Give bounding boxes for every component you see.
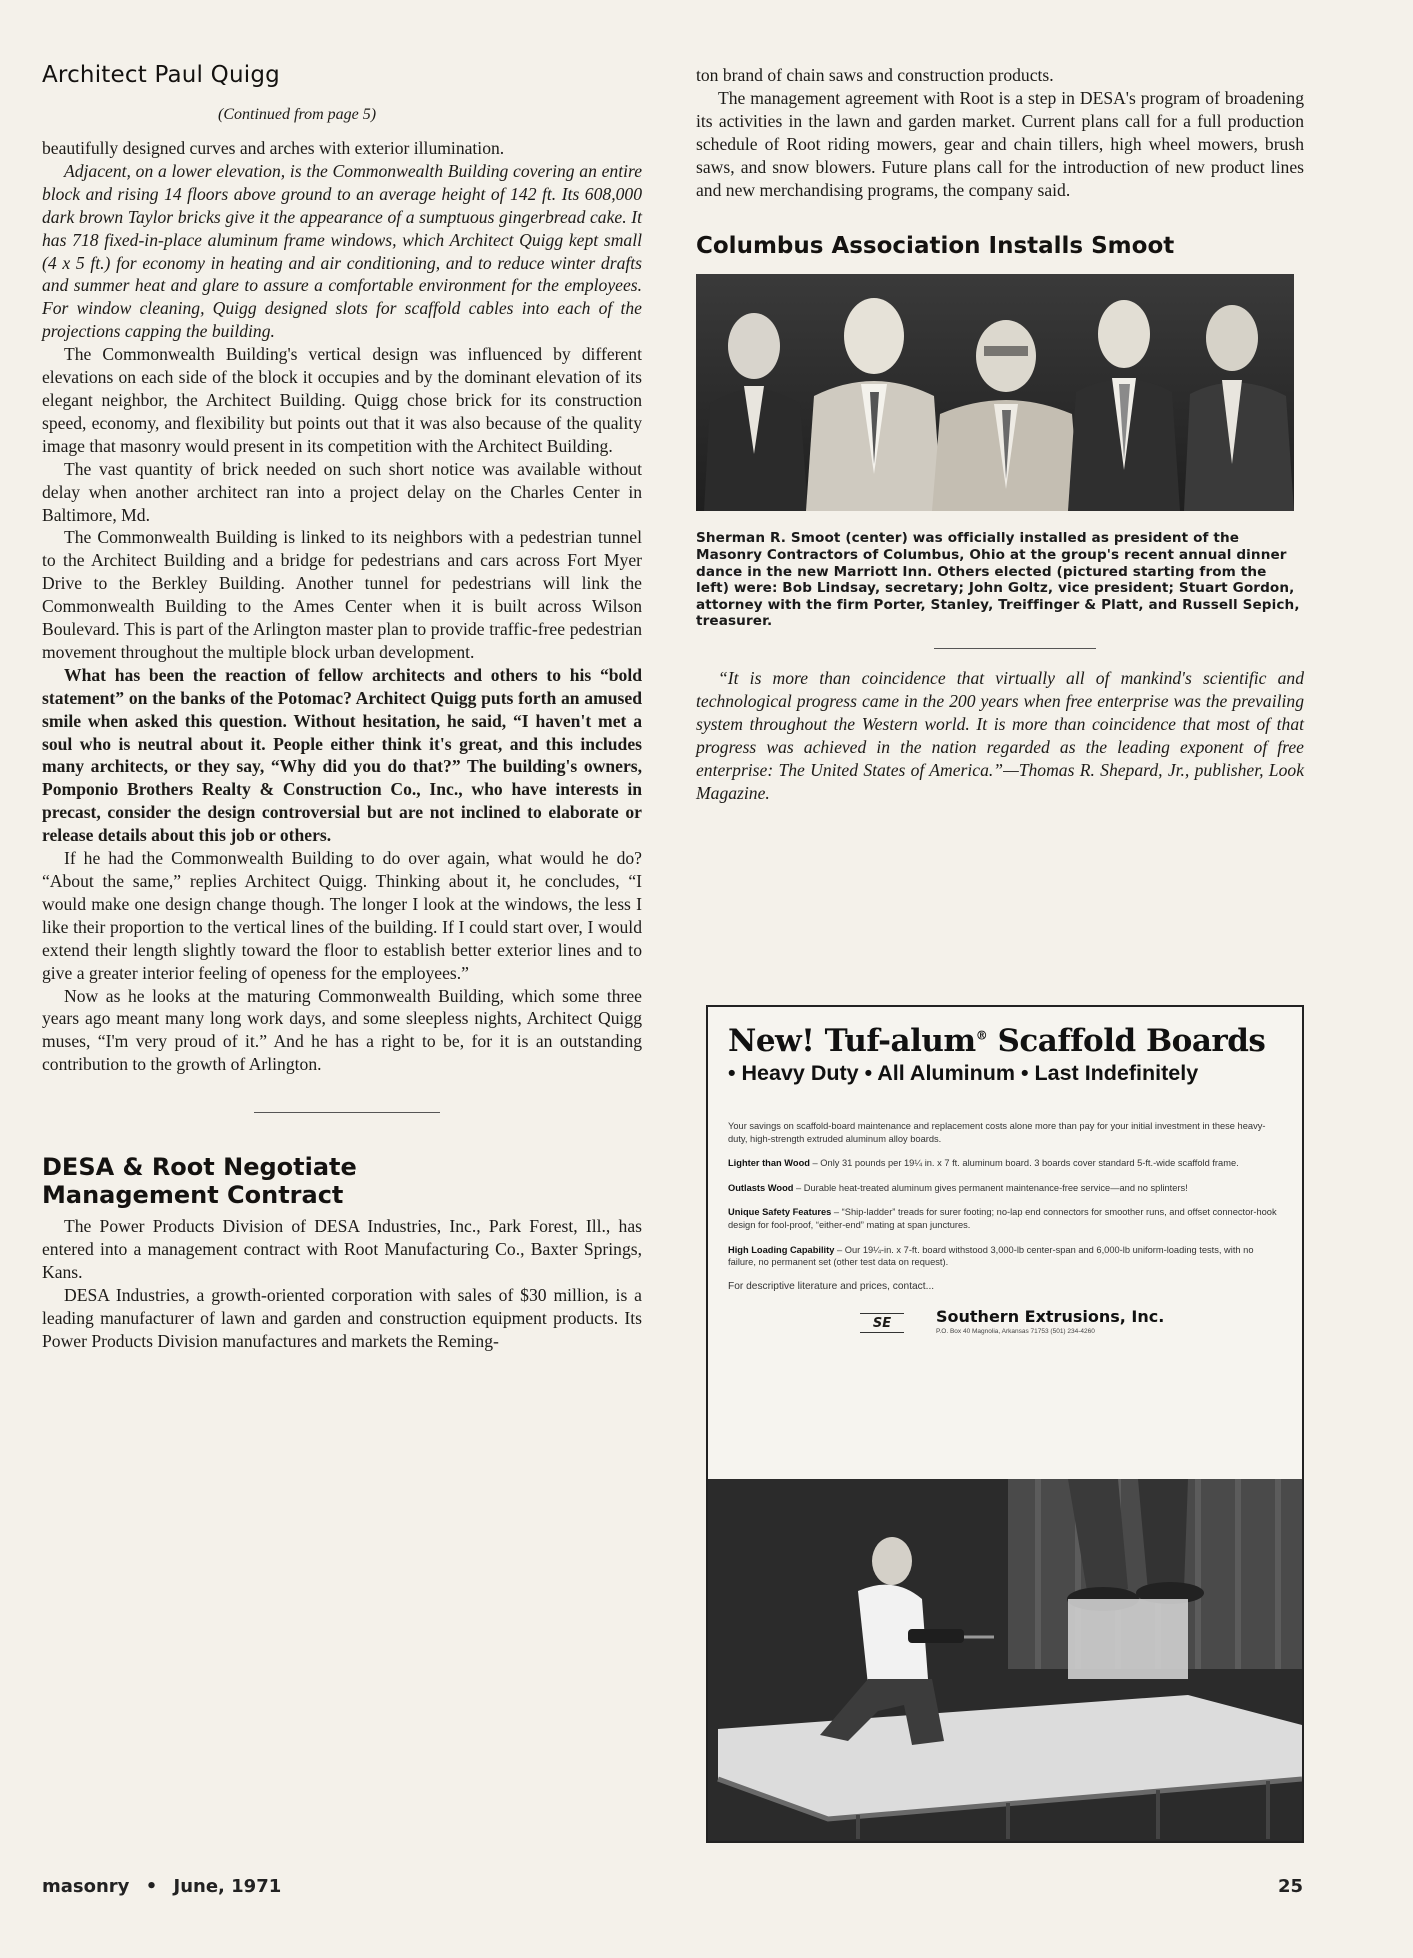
paragraph: The Commonwealth Building's vertical design was influenced by different elevations on each side of the block it occupies and by the dominant elevation of its elegant neighbor, the Architect Building. Quigg chose brick for its construction speed, economy, and flexibility but points out that it was also because of the quality image that masonry would present in its competition with the Architect Building. — [42, 344, 642, 456]
page-number: 25 — [1278, 1876, 1304, 1897]
ad-feature-text: – “Ship-ladder” treads for surer footing; no-lap end connectors for smoother runs, and offset connector-hook design for fool-proof, “either-end” mating at span junctures. — [728, 1207, 1277, 1230]
ad-headline-end: Scaffold Boards — [997, 1023, 1266, 1059]
divider — [254, 1112, 440, 1113]
desa-title-line-1: DESA & Root Negotiate — [42, 1153, 357, 1182]
quote: “It is more than coincidence that virtually all of mankind's scientific and technological progress came in the 200 years when free enterprise was the prevailing system throughout the Western world. It is more than coincidence that most of that progress was achieved in the nation regarded as the leading exponent of free enterprise: The United States of America.”—Thomas R. Shepard, Jr., publisher, Look Magazine. — [696, 668, 1304, 803]
left-column — [42, 0, 642, 1353]
ad-feature — [728, 1182, 1282, 1195]
divider — [934, 648, 1096, 649]
ad-feature-text: – Only 31 pounds per 19¼ in. x 7 ft. aluminum board. 3 boards cover standard 5-ft.-wide scaffold frame. — [809, 1158, 1239, 1169]
company-address: P.O. Box 40 Magnolia, Arkansas 71753 (501) 234-4260 — [936, 1328, 1095, 1336]
paragraph: Adjacent, on a lower elevation, is the Commonwealth Building covering an entire block and rising 14 floors above ground to an average height of 142 ft. Its 608,000 dark brown Taylor bricks give it the appearance of a sumptuous gingerbread cake. It has 718 fixed-in-place aluminum frame windows, which Architect Quigg kept small (4 x 5 ft.) for economy in heating and air conditioning, and to reduce winter drafts and summer heat and glare to assure a comfortable environment for the employees. For window cleaning, Quigg designed slots for scaffold cables into each of the projections capping the building. — [42, 160, 642, 342]
photo-caption: Sherman R. Smoot (center) was officially installed as president of the Masonry Contractors of Columbus, Ohio at the group's recent annual dinner dance in the new Marriott Inn. Others elected (pictured starting from the left) were: Bob Lindsay, secretary; John Goltz, vice president; Stuart Gordon, attorney with the firm Porter, Stanley, Treiffinger & Platt, and Russell Sepich, treasurer. — [696, 530, 1300, 630]
right-column — [696, 0, 1304, 804]
ad-feature-label: High Loading Capability — [728, 1244, 835, 1255]
ad-photo-image — [708, 1479, 1302, 1841]
paragraph: The vast quantity of brick needed on such short notice was available without delay when another architect ran into a project delay on the Charles Center in Baltimore, Md. — [42, 458, 642, 525]
company-logo: SE — [860, 1313, 904, 1333]
paragraph: The Commonwealth Building is linked to its neighbors with a pedestrian tunnel to the Architect Building and a bridge for pedestrians and cars across Fort Myer Drive to the Berkley Building. Another tunnel for pedestrians will link the Commonwealth Building to the Ames Center when it is built across Wilson Boulevard. This is part of the Arlington master plan to provide traffic-free pedestrian movement throughout the multiple block urban development. — [42, 527, 642, 662]
article-title: Architect Paul Quigg — [42, 62, 280, 88]
advertisement — [706, 1005, 1304, 1843]
paragraph: DESA Industries, a growth-oriented corporation with sales of $30 million, is a leading manufacturer of lawn and garden and construction equipment products. Its Power Products Division manufactures and markets the Reming- — [42, 1284, 642, 1351]
ad-headline — [728, 1023, 1282, 1059]
company-name: Southern Extrusions, Inc. — [936, 1307, 1165, 1327]
issue-date: June, 1971 — [173, 1876, 282, 1897]
ad-feature-label: Outlasts Wood — [728, 1182, 794, 1193]
ad-feature — [728, 1244, 1282, 1269]
ad-headline-text: New! Tuf-alum — [728, 1023, 976, 1059]
smoot-title: Columbus Association Installs Smoot — [696, 233, 1175, 260]
ad-feature — [728, 1206, 1282, 1231]
ad-feature — [728, 1157, 1282, 1170]
ad-subhead: • Heavy Duty • All Aluminum • Last Indefinitely — [728, 1061, 1199, 1085]
paragraph: What has been the reaction of fellow architects and others to his “bold statement” on the banks of the Potomac? Architect Quigg puts forth an amused smile when asked this question. Without hesitation, he said, “I haven't met a soul who is neutral about it. People either think it's great, and this includes many architects, or they say, “Why did you do that?” The building's owners, Pomponio Brothers Realty & Construction Co., Inc., who have interests in precast, consider the design controversial but are not inclined to elaborate or release details about this job or others. — [42, 664, 642, 846]
paragraph: Now as he looks at the maturing Commonwealth Building, which some three years ago meant many long work days, and some sleepless nights, Architect Quigg muses, “I'm very proud of it.” And he has a right to be, for it is an outstanding contribution to the growth of Arlington. — [42, 985, 642, 1075]
footer-bullet: • — [145, 1876, 158, 1897]
footer-left — [42, 1876, 281, 1897]
paragraph: ton brand of chain saws and construction products. — [696, 65, 1054, 85]
company-block — [728, 1307, 1282, 1347]
ad-intro: Your savings on scaffold-board maintenance and replacement costs alone more than pay for your initial investment in these heavy-duty, high-strength extruded aluminum alloy boards. — [728, 1121, 1266, 1144]
desa-title-line-2: Management Contract — [42, 1181, 344, 1210]
ad-photo — [708, 1479, 1302, 1841]
ad-feature-text: – Our 19¼-in. x 7-ft. board withstood 3,000-lb center-span and 6,000-lb uniform-loading tests, with no failure, no permanent set (other test data on request). — [728, 1244, 1254, 1268]
ad-feature-label: Lighter than Wood — [728, 1158, 810, 1169]
registered-mark: ® — [975, 1028, 988, 1043]
ad-contact: For descriptive literature and prices, contact... — [728, 1280, 935, 1292]
continued-note: (Continued from page 5) — [218, 106, 377, 123]
magazine-name: masonry — [42, 1876, 130, 1897]
paragraph: beautifully designed curves and arches with exterior illumination. — [42, 138, 505, 158]
ad-feature-text: – Durable heat-treated aluminum gives permanent maintenance-free service—and no splinters! — [793, 1182, 1188, 1193]
group-photo — [696, 274, 1294, 511]
group-photo-image — [696, 274, 1294, 511]
ad-feature-label: Unique Safety Features — [728, 1207, 832, 1218]
paragraph: The Power Products Division of DESA Industries, Inc., Park Forest, Ill., has entered into a management contract with Root Manufacturing Co., Baxter Springs, Kans. — [42, 1216, 642, 1282]
paragraph: If he had the Commonwealth Building to do over again, what would he do? “About the same,” replies Architect Quigg. Thinking about it, he concludes, “I would make one design change though. The longer I look at the windows, the less I like their proportion to the vertical lines of the building. If I could start over, I would extend their length slightly toward the floor to establish better exterior lines and to give a greater interior feeling of openess for the employees.” — [42, 848, 642, 983]
paragraph: The management agreement with Root is a step in DESA's program of broadening its activities in the lawn and garden market. Current plans call for a full production schedule of Root riding mowers, gear and chain tillers, high wheel mowers, brush saws, and snow blowers. Future plans call for the introduction of new product lines and new merchandising programs, the company said. — [696, 87, 1304, 200]
